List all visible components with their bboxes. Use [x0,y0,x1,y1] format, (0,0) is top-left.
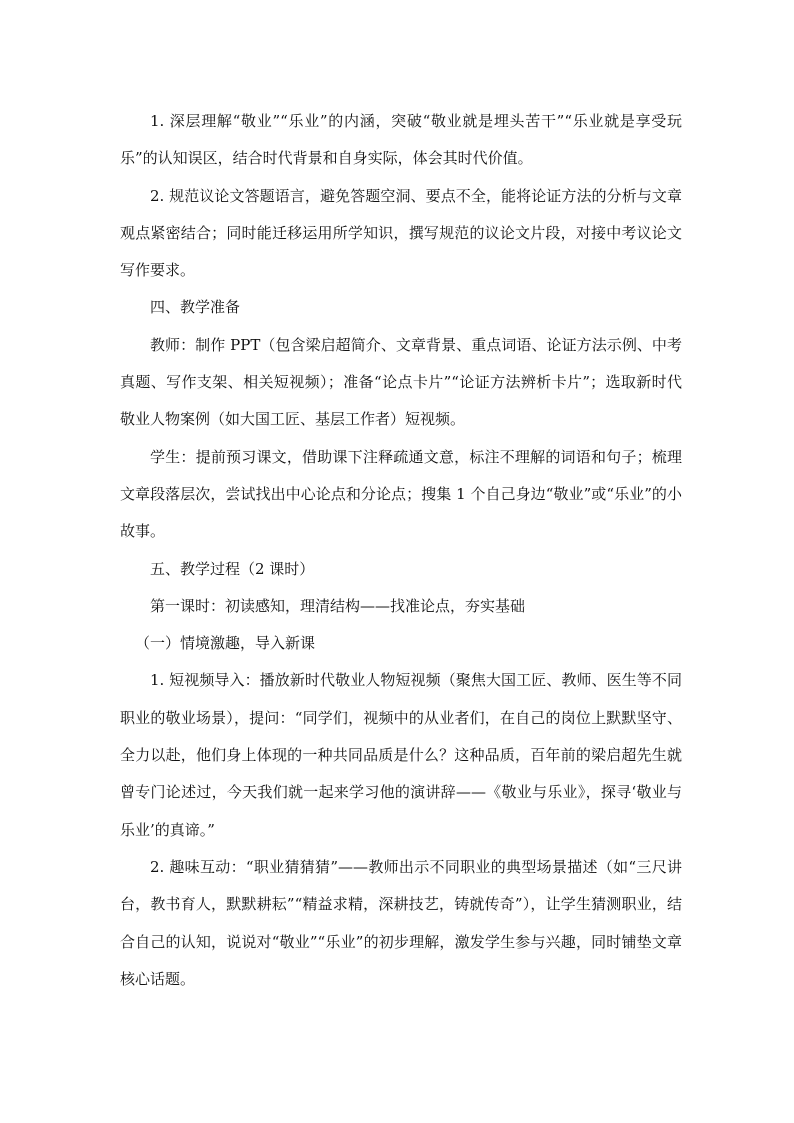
video-intro-paragraph: 1. 短视频导入：播放新时代敬业人物短视频（聚焦大国工匠、教师、医生等不同职业的敬业场景），提问：“同学们，视频中的从业者们，在自己的岗位上默默坚守、全力以赴，他们身上体现的一种共同品质是什么？这种品质，百年前的梁启超先生就曾专门论述过，今天我们就一起来学习他的演讲辞——《敬业与乐业》，探寻‘敬业与乐业’的真谛。” [120,671,682,839]
lesson-one-heading: 第一课时：初读感知，理清结构——找准论点，夯实基础 [150,596,526,615]
teacher-preparation-paragraph: 教师：制作 PPT（包含梁启超简介、文章背景、重点词语、论证方法示例、中考真题、写作支架、相关短视频）；准备“论点卡片”“论证方法辨析卡片”；选取新时代敬业人物案例（如大国工匠、基层工作者）短视频。 [120,335,682,429]
document-page [120,103,682,998]
section-heading-process: 五、教学过程（2 课时） [150,559,315,578]
goal-paragraph-1: 1. 深层理解“敬业”“乐业”的内涵，突破“敬业就是埋头苦干”“乐业就是享受玩乐”的认知误区，结合时代背景和自身实际，体会其时代价值。 [120,112,682,168]
goal-paragraph-2: 2. 规范议论文答题语言，避免答题空洞、要点不全，能将论证方法的分析与文章观点紧密结合；同时能迁移运用所学知识，撰写规范的议论文片段，对接中考议论文写作要求。 [120,186,682,280]
section-heading-preparation: 四、教学准备 [150,298,241,317]
student-preparation-paragraph: 学生：提前预习课文，借助课下注释疏通文意，标注不理解的词语和句子；梳理文章段落层次，尝试找出中心论点和分论点；搜集 1 个自己身边“敬业”或“乐业”的小故事。 [120,447,682,541]
subsection-heading-intro: （一）情境激趣，导入新课 [135,634,316,653]
interaction-paragraph: 2. 趣味互动：“职业猜猜猜”——教师出示不同职业的典型场景描述（如“三尺讲台，教书育人，默默耕耘”“精益求精，深耕技艺，铸就传奇”），让学生猜测职业，结合自己的认知，说说对“敬业”“乐业”的初步理解，激发学生参与兴趣，同时铺垫文章核心话题。 [120,857,682,988]
